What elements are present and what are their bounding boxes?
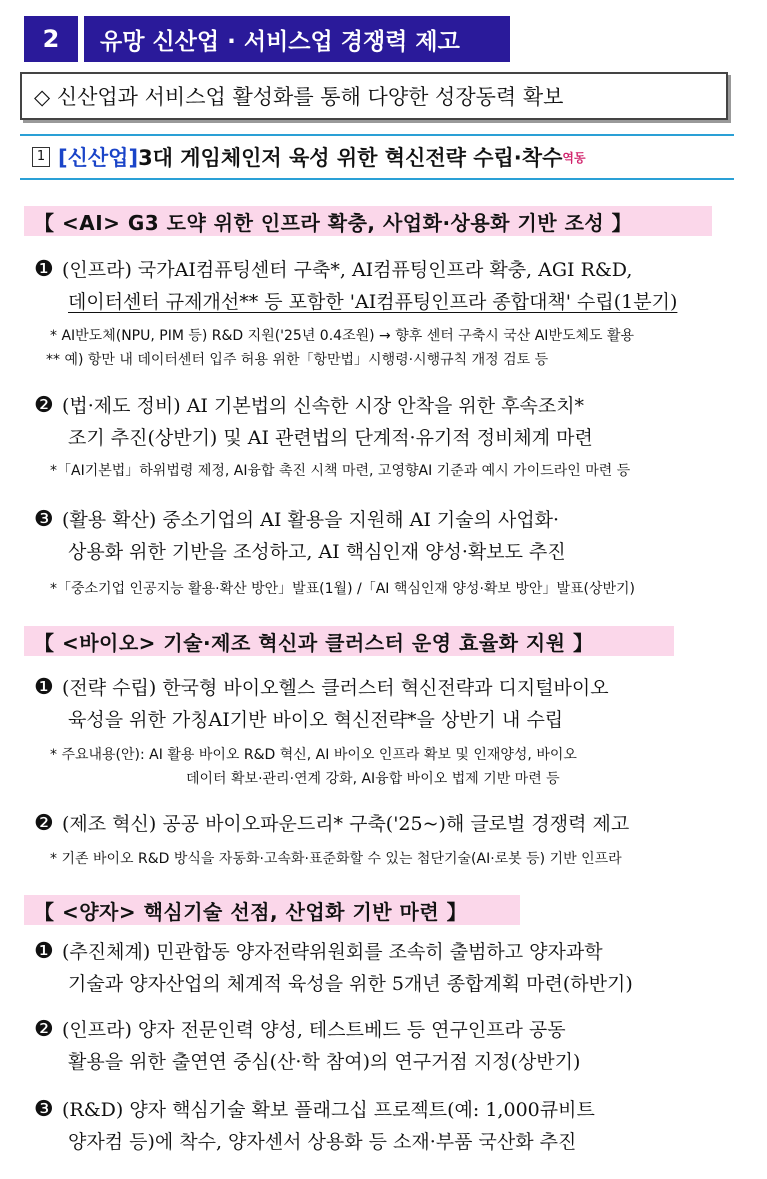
list-item — [34, 254, 734, 318]
list-item — [34, 936, 734, 1000]
subheader-tag: 역동 — [562, 150, 586, 165]
item-line: (활용 확산) 중소기업의 AI 활용을 지원해 AI 기술의 사업화· — [62, 509, 560, 531]
item-line: (인프라) 국가AI컴퓨팅센터 구축*, AI컴퓨팅인프라 확충, AGI R&D, — [62, 259, 633, 281]
note: * 주요내용(안): AI 활용 바이오 R&D 혁신, AI 바이오 인프라 확보 및 인재양성, 바이오 — [50, 747, 577, 763]
item-line: 육성을 위한 가칭AI기반 바이오 혁신전략*을 상반기 내 수립 — [68, 709, 564, 731]
item-line: (인프라) 양자 전문인력 양성, 테스트베드 등 연구인프라 공동 — [62, 1019, 566, 1041]
item-number: ❸ — [34, 1097, 54, 1122]
note: *「중소기업 인공지능 활용·확산 방안」발표(1월) /「AI 핵심인재 양성·확보 방안」발표(상반기) — [50, 581, 635, 597]
item-line: 데이터센터 규제개선** 등 포함한 'AI컴퓨팅인프라 종합대책' 수립(1분기) — [68, 291, 678, 313]
item-number: ❸ — [34, 507, 54, 532]
item-number: ❷ — [34, 1017, 54, 1042]
item-line: 조기 추진(상반기) 및 AI 관련법의 단계적·유기적 정비체계 마련 — [68, 427, 593, 449]
item-line: (전략 수립) 한국형 바이오헬스 클러스터 혁신전략과 디지털바이오 — [62, 677, 609, 699]
item-line: 기술과 양자산업의 체계적 육성을 위한 5개년 종합계획 마련(하반기) — [68, 973, 633, 995]
section-heading-bio: 【 <바이오> 기술·제조 혁신과 클러스터 운영 효율화 지원 】 — [24, 626, 674, 656]
section-heading-ai: 【 <AI> G3 도약 위한 인프라 확충, 사업화·상용화 기반 조성 】 — [24, 206, 712, 236]
note: ** 예) 항만 내 데이터센터 입주 허용 위한「항만법」시행령·시행규칙 개정 검토 등 — [46, 352, 549, 368]
list-item — [34, 504, 734, 568]
note: *「AI기본법」하위법령 제정, AI융합 촉진 시책 마련, 고영향AI 기준과 예시 가이드라인 마련 등 — [50, 463, 631, 479]
item-line: (추진체계) 민관합동 양자전략위원회를 조속히 출범하고 양자과학 — [62, 941, 603, 963]
list-item — [34, 1094, 734, 1158]
summary-box: ◇ 신산업과 서비스업 활성화를 통해 다양한 성장동력 확보 — [20, 72, 728, 120]
item-number: ❷ — [34, 393, 54, 418]
item-number: ❶ — [34, 675, 54, 700]
list-item — [34, 1014, 734, 1078]
subheader — [20, 134, 734, 180]
subheader-box: 1 — [32, 147, 50, 167]
item-number: ❷ — [34, 811, 54, 836]
note: * 기존 바이오 R&D 방식을 자동화·고속화·표준화할 수 있는 첨단기술(AI·로봇 등) 기반 인프라 — [50, 851, 622, 867]
item-line: 양자컴 등)에 착수, 양자센서 상용화 등 소재·부품 국산화 추진 — [68, 1131, 577, 1153]
section-heading-quantum: 【 <양자> 핵심기술 선점, 산업화 기반 마련 】 — [24, 895, 520, 925]
list-item — [34, 808, 734, 840]
subheader-keyword: [신산업] — [58, 146, 139, 170]
item-line: 활용을 위한 출연연 중심(산·학 참여)의 연구거점 지정(상반기) — [68, 1051, 581, 1073]
item-number: ❶ — [34, 257, 54, 282]
note: * AI반도체(NPU, PIM 등) R&D 지원('25년 0.4조원) → 향후 센터 구축시 국산 AI반도체도 활용 — [50, 328, 635, 344]
item-line: 상용화 위한 기반을 조성하고, AI 핵심인재 양성·확보도 추진 — [68, 541, 566, 563]
list-item — [34, 390, 734, 454]
list-item — [34, 672, 734, 736]
item-line: (법·제도 정비) AI 기본법의 신속한 시장 안착을 위한 후속조치* — [62, 395, 585, 417]
section-number: 2 — [24, 16, 78, 62]
note: 데이터 확보·관리·연계 강화, AI융합 바이오 법제 기반 마련 등 — [186, 771, 560, 787]
item-line: (제조 혁신) 공공 바이오파운드리* 구축('25~)해 글로벌 경쟁력 제고 — [62, 813, 630, 835]
item-number: ❶ — [34, 939, 54, 964]
section-title: 유망 신산업 · 서비스업 경쟁력 제고 — [84, 16, 510, 62]
subheader-text: 3대 게임체인저 육성 위한 혁신전략 수립·착수 — [138, 146, 563, 170]
item-line: (R&D) 양자 핵심기술 확보 플래그십 프로젝트(예: 1,000큐비트 — [62, 1099, 595, 1121]
